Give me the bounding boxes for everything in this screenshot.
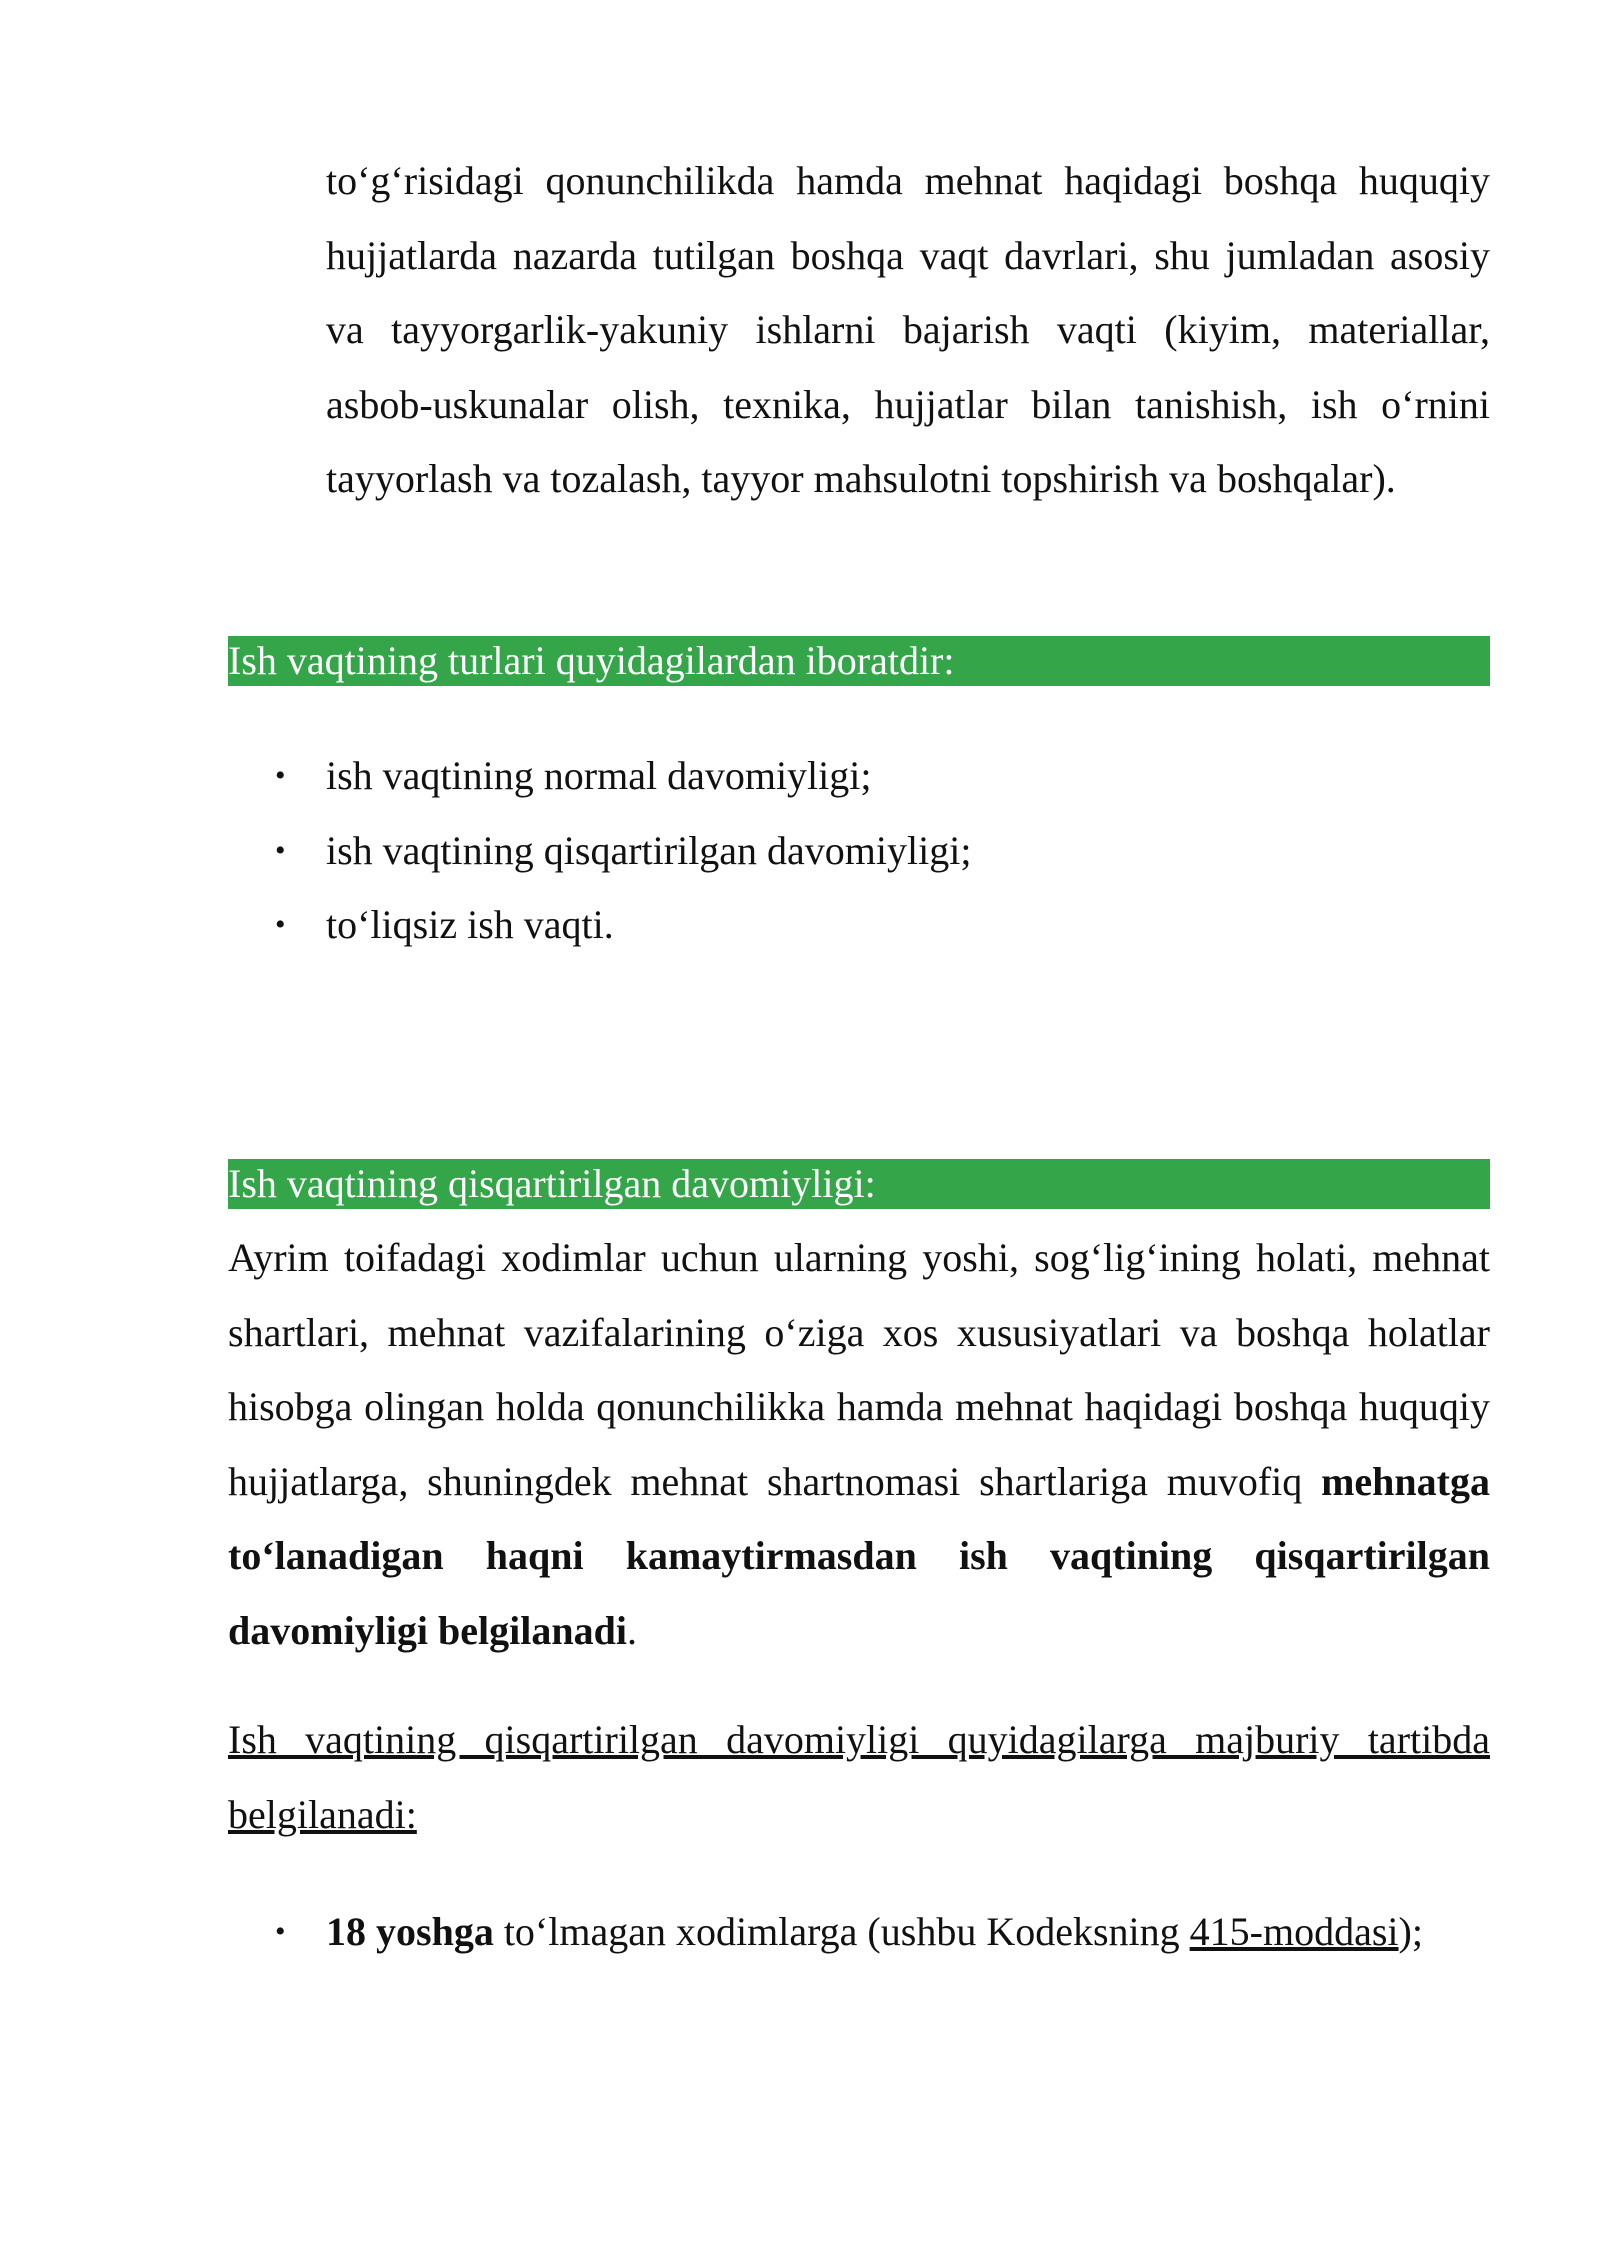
article-link[interactable]: 415-moddasi (1189, 1909, 1399, 1954)
list-item-text: ish vaqtining qisqartirilgan davomiyligi; (326, 827, 972, 873)
list-item (230, 739, 1490, 814)
bullet-icon: • (275, 908, 286, 941)
section-heading-types: Ish vaqtining turlari quyidagilardan iboratdir: (228, 636, 1490, 686)
mandatory-intro-paragraph: Ish vaqtining qisqartirilgan davomiyligi quyidagilarga majburiy tartibda belgilanadi: (228, 1717, 1490, 1837)
list-item (230, 814, 1490, 889)
section-heading-reduced: Ish vaqtining qisqartirilgan davomiyligi: (228, 1159, 1490, 1209)
mandatory-item-end: ); (1398, 1909, 1423, 1954)
paragraph-end-punctuation: . (626, 1607, 637, 1653)
bullet-icon: • (275, 759, 286, 792)
bullet-icon: • (275, 833, 286, 867)
bullet-icon: • (275, 1915, 286, 1948)
list-item (230, 888, 1490, 963)
mandatory-item-plain: to‘lmagan xodimlarga (ushbu Kodeksning (493, 1909, 1190, 1954)
reduced-hours-paragraph (228, 1221, 1490, 1668)
paragraph-bold-text: mehnatga to‘lanadigan haqni kamaytirmasdan ish vaqtining qisqartirilgan davomiyligi belgilanadi (228, 1458, 1490, 1653)
mandatory-item-text (326, 1895, 1490, 1970)
list-item-text: ish vaqtining normal davomiyligi; (326, 753, 872, 798)
list-item-text: to‘liqsiz ish vaqti. (326, 902, 614, 947)
mandatory-list-item (230, 1895, 1490, 1970)
continuation-paragraph: to‘g‘risidagi qonunchilikda hamda mehnat haqidagi boshqa huquqiy hujjatlarda nazarda tutilgan boshqa vaqt davrlari, shu jumladan asosiy va tayyorgarlik-yakuniy ishlarni bajarish vaqti (kiyim, materiallar, asbob-uskunalar olish, texnika, hujjatlar bilan tanishish, ish o‘rnini tayyorlash va tozalash, tayyor mahsulotni topshirish va boshqalar). (326, 158, 1490, 501)
paragraph-plain-text: Ayrim toifadagi xodimlar uchun ularning yoshi, sog‘lig‘ining holati, mehnat shartlari, mehnat vazifalarining o‘ziga xos xususiyatlari va boshqa holatlar hisobga olingan holda qonunchilikka hamda mehnat haqidagi boshqa huquqiy hujjatlarga, shuningdek mehnat shartnomasi shartlariga muvofiq (228, 1235, 1490, 1504)
mandatory-item-bold: 18 yoshga (326, 1909, 494, 1954)
types-list (230, 739, 1490, 963)
